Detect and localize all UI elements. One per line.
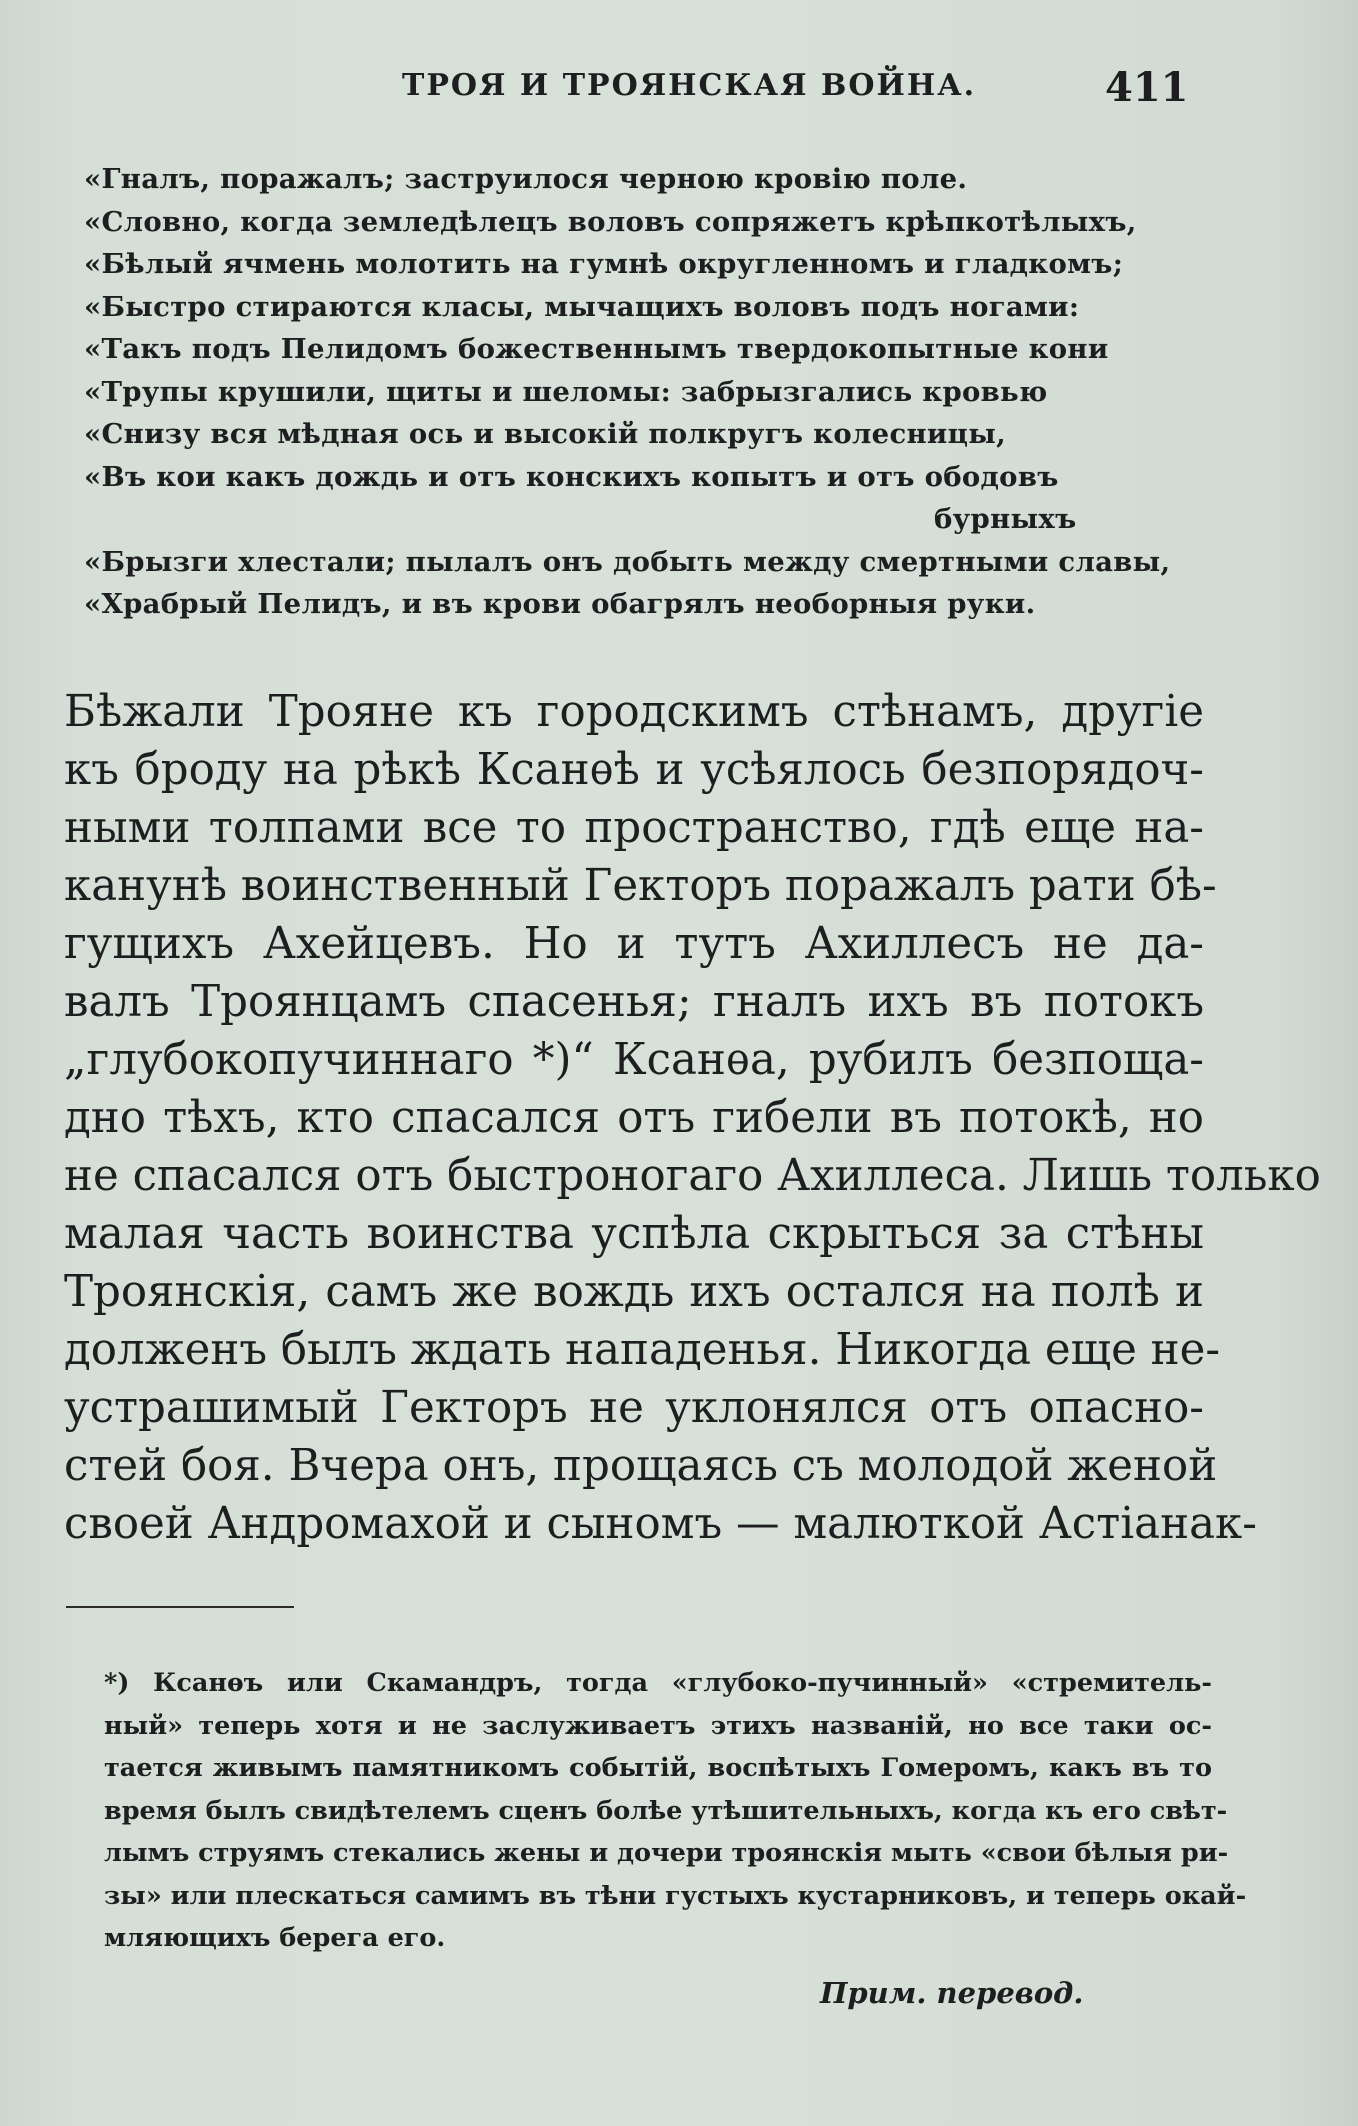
footnote-line: *) Ксанѳъ или Скамандръ, тогда «глубоко-пучинный» «стремитель- bbox=[104, 1668, 1212, 1698]
paragraph-line: не спасался отъ быстроногаго Ахиллеса. Лишь только bbox=[64, 1151, 1321, 1201]
running-title: ТРОЯ И ТРОЯНСКАЯ ВОЙНА. bbox=[402, 68, 977, 103]
translator-note-signature: Прим. перевод. bbox=[820, 1976, 1084, 2010]
paragraph-line: устрашимый Гекторъ не уклонялся отъ опасно- bbox=[64, 1383, 1204, 1433]
paragraph-line: Бѣжали Трояне къ городскимъ стѣнамъ, другіе bbox=[64, 687, 1204, 737]
verse-line: «Въ кои какъ дождь и отъ конскихъ копытъ и отъ ободовъ bbox=[84, 460, 1059, 493]
paragraph-line: гущихъ Ахейцевъ. Но и тутъ Ахиллесъ не да- bbox=[64, 919, 1204, 969]
verse-line: «Снизу вся мѣдная ось и высокій полкругъ колесницы, bbox=[84, 418, 1006, 450]
paragraph-line: стей боя. Вчера онъ, прощаясь съ молодой женой bbox=[64, 1441, 1218, 1491]
running-header bbox=[0, 64, 1358, 124]
footnote-line: лымъ струямъ стекались жены и дочери троянскія мыть «свои бѣлыя ри- bbox=[104, 1838, 1229, 1868]
footnote-divider bbox=[66, 1606, 294, 1608]
verse-line: «Словно, когда земледѣлецъ воловъ сопряжетъ крѣпкотѣлыхъ, bbox=[84, 205, 1137, 238]
footnote-line: время былъ свидѣтелемъ сценъ болѣе утѣшительныхъ, когда къ его свѣт- bbox=[104, 1795, 1228, 1826]
paragraph-line: ными толпами все то пространство, гдѣ еще на- bbox=[64, 803, 1204, 853]
verse-line: «Трупы крушили, щиты и шеломы: забрызгались кровью bbox=[84, 375, 1048, 408]
paragraph-line: Троянскія, самъ же вождь ихъ остался на полѣ и bbox=[64, 1267, 1204, 1317]
verse-line: «Храбрый Пелидъ, и въ крови обагрялъ необорныя руки. bbox=[84, 588, 1036, 620]
paragraph-line: канунѣ воинственный Гекторъ поражалъ рати бѣ- bbox=[64, 861, 1217, 911]
paragraph-line: къ броду на рѣкѣ Ксанѳѣ и усѣялось безпорядоч- bbox=[64, 745, 1204, 795]
page-number: 411 bbox=[1105, 64, 1189, 111]
paragraph-line: своей Андромахой и сыномъ — малюткой Астіанак- bbox=[64, 1499, 1257, 1549]
paragraph-line: малая часть воинства успѣла скрыться за стѣны bbox=[64, 1209, 1204, 1259]
verse-line: «Гналъ, поражалъ; заструилося черною кровію поле. bbox=[84, 163, 968, 195]
paragraph-line: долженъ былъ ждать нападенья. Никогда еще не- bbox=[64, 1325, 1221, 1375]
footnote-line: зы» или плескаться самимъ въ тѣни густыхъ кустарниковъ, и теперь окай- bbox=[104, 1880, 1247, 1911]
verse-line: «Быстро стираются класы, мычащихъ воловъ подъ ногами: bbox=[84, 290, 1080, 323]
paragraph-line: „глубокопучиннаго *)“ Ксанѳа, рубилъ безпоща- bbox=[64, 1035, 1204, 1085]
body-paragraph bbox=[64, 683, 1321, 1553]
verse-line: «Брызги хлестали; пылалъ онъ добыть между смертными славы, bbox=[84, 545, 1171, 578]
verse-quotation bbox=[84, 158, 1194, 626]
verse-line: «Такъ подъ Пелидомъ божественнымъ твердокопытные кони bbox=[84, 333, 1109, 365]
verse-line-continuation: бурныхъ bbox=[934, 503, 1077, 535]
verse-line: «Бѣлый ячмень молотить на гумнѣ округленномъ и гладкомъ; bbox=[84, 248, 1124, 280]
footnote-line: тается живымъ памятникомъ событій, воспѣтыхъ Гомеромъ, какъ въ то bbox=[104, 1753, 1212, 1783]
footnote-line: ный» теперь хотя и не заслуживаетъ этихъ названій, но все таки ос- bbox=[104, 1710, 1212, 1741]
paragraph-line: дно тѣхъ, кто спасался отъ гибели въ потокѣ, но bbox=[64, 1093, 1204, 1143]
paragraph-line: валъ Троянцамъ спасенья; гналъ ихъ въ потокъ bbox=[64, 977, 1204, 1027]
footnote-line: мляющихъ берега его. bbox=[104, 1923, 446, 1953]
footnote bbox=[104, 1662, 1247, 1960]
